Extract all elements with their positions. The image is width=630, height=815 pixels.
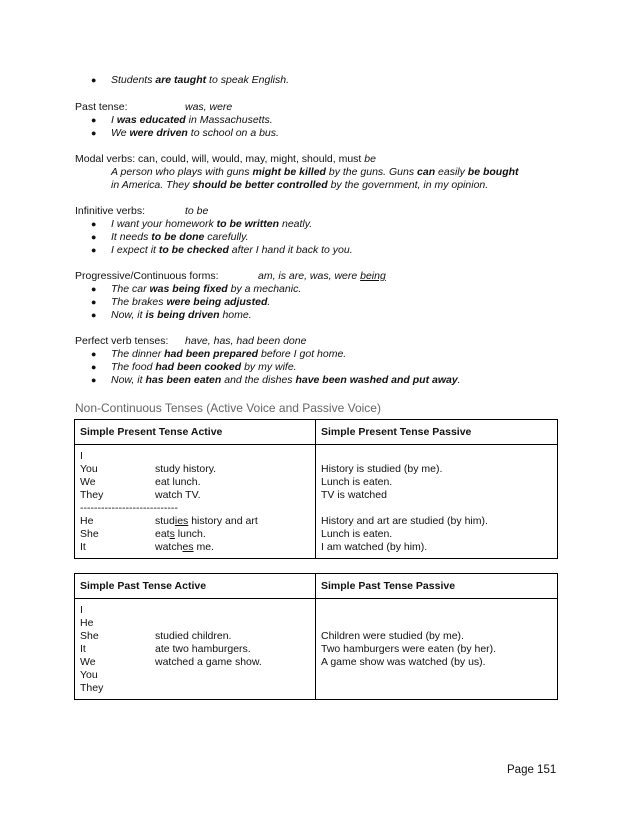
example-row: He studies history and art	[80, 515, 258, 527]
passive-examples-cell	[316, 599, 558, 700]
perfect-item: ● Now, it has been eaten and the dishes have been washed and put away.	[91, 374, 461, 386]
progressive-item: ● The car was being fixed by a mechanic.	[91, 283, 302, 295]
simple-present-table	[74, 419, 558, 559]
past-item: ● We were driven to school on a bus.	[91, 127, 279, 139]
infinitive-item: ● It needs to be done carefully.	[91, 231, 249, 243]
past-item: ● I was educated in Massachusetts.	[91, 114, 273, 126]
active-examples-cell	[75, 599, 316, 700]
passive-row: TV is watched	[321, 489, 387, 501]
example-row: They	[80, 682, 104, 694]
progressive-item: ● Now, it is being driven home.	[91, 309, 252, 321]
table-header-passive: Simple Present Tense Passive	[316, 420, 558, 445]
example-row: You	[80, 669, 98, 681]
progressive-forms: am, is are, was, were being	[258, 270, 386, 282]
table-header-active: Simple Past Tense Active	[75, 574, 316, 599]
example-row: It watches me.	[80, 541, 214, 553]
past-tense-label: Past tense:	[75, 101, 128, 113]
passive-row: Children were studied (by me).	[321, 630, 464, 642]
example-row: It ate two hamburgers.	[80, 643, 251, 655]
section-heading: Non-Continuous Tenses (Active Voice and Passive Voice)	[75, 401, 381, 415]
table-header-active: Simple Present Tense Active	[75, 420, 316, 445]
progressive-item: ● The brakes were being adjusted.	[91, 296, 271, 308]
perfect-label: Perfect verb tenses:	[75, 335, 169, 347]
modal-verbs-label: Modal verbs: can, could, will, would, may, might, should, must be	[75, 153, 376, 165]
example-row: I	[80, 450, 83, 462]
example-row: You study history.	[80, 463, 217, 475]
example-row: I	[80, 604, 83, 616]
example-row: They watch TV.	[80, 489, 201, 501]
example-row: We eat lunch.	[80, 476, 201, 488]
page-number: Page 151	[507, 764, 557, 776]
past-tense-forms: was, were	[185, 101, 233, 113]
active-examples-cell	[75, 445, 316, 559]
table-header-passive: Simple Past Tense Passive	[316, 574, 558, 599]
example-row: He	[80, 617, 94, 629]
bullet-dot: ●	[91, 75, 97, 85]
example-row: She eats lunch.	[80, 528, 206, 540]
passive-row: A game show was watched (by us).	[321, 656, 486, 668]
simple-past-table	[74, 573, 558, 700]
passive-row: Lunch is eaten.	[321, 528, 393, 540]
perfect-item: ● The dinner had been prepared before I got home.	[91, 348, 347, 360]
passive-row: Lunch is eaten.	[321, 476, 393, 488]
progressive-label: Progressive/Continuous forms:	[75, 270, 219, 282]
example-row: She studied children.	[80, 630, 232, 642]
passive-row: I am watched (by him).	[321, 541, 428, 553]
perfect-forms: have, has, had been done	[185, 335, 307, 347]
passive-row: History is studied (by me).	[321, 463, 443, 475]
example-row: We watched a game show.	[80, 656, 262, 668]
passive-row: History and art are studied (by him).	[321, 515, 488, 527]
modal-example-line-2: in America. They should be better controlled by the government, in my opinion.	[111, 179, 489, 191]
passive-examples-cell	[316, 445, 558, 559]
separator-line: ----------------------------	[80, 502, 178, 514]
passive-row: Two hamburgers were eaten (by her).	[321, 643, 497, 655]
modal-example-line-1: A person who plays with guns might be killed by the guns. Guns can easily be bought	[111, 166, 519, 178]
infinitive-forms: to be	[185, 205, 209, 217]
infinitive-item: ● I expect it to be checked after I hand it back to you.	[91, 244, 353, 256]
perfect-item: ● The food had been cooked by my wife.	[91, 361, 297, 373]
infinitive-label: Infinitive verbs:	[75, 205, 146, 217]
intro-bullet: ● Students are taught to speak English.	[91, 74, 290, 86]
infinitive-item: ● I want your homework to be written neatly.	[91, 218, 313, 230]
